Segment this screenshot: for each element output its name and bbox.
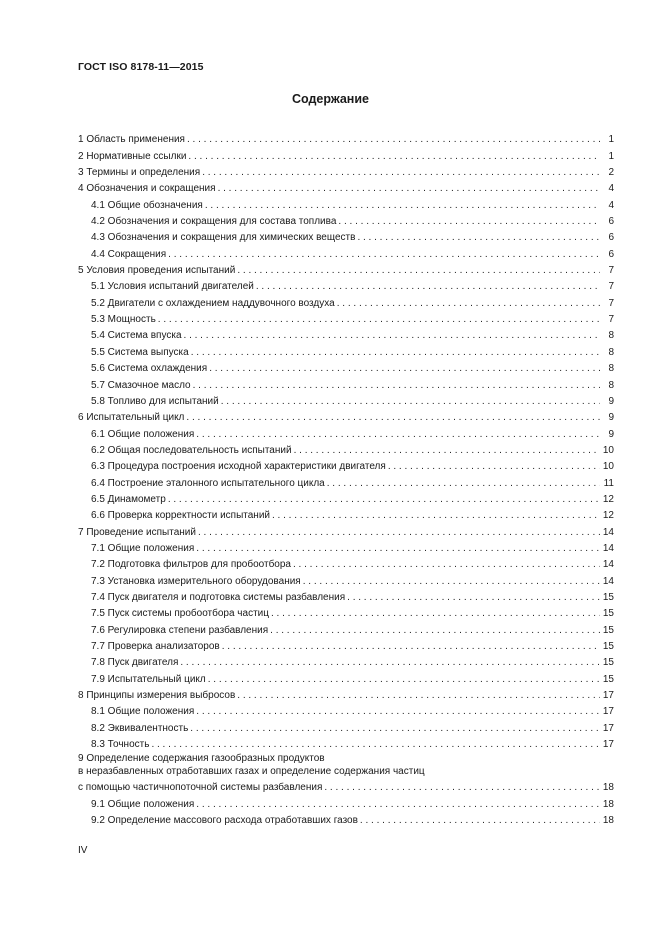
toc-subentry[interactable] [78,604,614,620]
toc-leader-dots [209,363,600,375]
page-number: IV [78,845,88,856]
toc-entry[interactable] [78,163,614,179]
toc-subentry[interactable] [78,441,614,457]
toc-leader-dots [222,641,600,653]
toc-entry-page: 15 [602,608,614,620]
toc-entry-page: 10 [602,461,614,473]
toc-entry-text: 4.4 Сокращения [91,248,167,260]
toc-leader-dots [180,657,600,669]
toc-entry-page: 18 [602,798,614,810]
toc-entry-line[interactable] [78,765,614,779]
toc-entry-page: 15 [602,624,614,636]
toc-leader-dots [208,674,600,686]
toc-leader-dots [256,281,600,293]
toc-leader-dots [360,815,600,827]
toc-subentry[interactable] [78,669,614,685]
toc-leader-dots [151,739,600,751]
toc-entry-page: 15 [602,591,614,603]
toc-entry[interactable] [78,686,614,702]
toc-subentry[interactable] [78,588,614,604]
toc-entry-text: 6.4 Построение эталонного испытательного цикла [91,477,325,489]
toc-entry[interactable] [78,179,614,195]
toc-subentry[interactable] [78,244,614,260]
toc-subentry[interactable] [78,794,614,810]
toc-entry-text: 5 Условия проведения испытаний [78,265,236,277]
toc-leader-dots [270,625,600,637]
toc-leader-dots [187,134,600,146]
toc-entry-page: 17 [602,706,614,718]
toc-subentry[interactable] [78,326,614,342]
toc-entry-text: 7.2 Подготовка фильтров для пробоотбора [91,559,291,571]
toc-leader-dots [168,249,600,261]
toc-leader-dots [196,706,600,718]
toc-entry-text: 4.1 Общие обозначения [91,199,203,211]
toc-entry-text: 5.7 Смазочное масло [91,379,191,391]
toc-entry-text: 4 Обозначения и сокращения [78,183,216,195]
toc-entry-page: 7 [608,281,614,293]
toc-leader-dots [190,723,600,735]
toc-leader-dots [196,543,600,555]
toc-entry-page: 4 [608,183,614,195]
toc-entry-text: 1 Область применения [78,134,185,146]
toc-entry-text: 8.2 Эквивалентность [91,722,189,734]
toc-entry-text: 2 Нормативные ссылки [78,150,187,162]
toc-subentry[interactable] [78,457,614,473]
toc-entry-text: 6.6 Проверка корректности испытаний [91,510,270,522]
toc-leader-dots [237,265,600,277]
toc-entry[interactable] [78,130,614,146]
toc-entry-page: 15 [602,641,614,652]
toc-subentry[interactable] [78,653,614,669]
toc-leader-dots [388,461,600,473]
toc-title: Содержание [291,92,369,106]
toc-leader-dots [202,167,600,179]
toc-entry[interactable] [78,146,614,162]
toc-entry-page: 8 [608,363,614,375]
toc-subentry[interactable] [78,702,614,718]
toc-entry-text: 8.3 Точность [91,739,150,751]
toc-entry-text: 7 Проведение испытаний [78,526,196,538]
toc-entry-text: 7.3 Установка измерительного оборудования [91,575,301,587]
toc-entry-text: 7.1 Общие положения [91,542,195,554]
toc-entry-text: 5.8 Топливо для испытаний [91,395,219,407]
toc-entry-page: 6 [608,248,614,260]
toc-subentry[interactable] [78,811,614,827]
toc-entry-page: 2 [608,167,614,179]
toc-subentry[interactable] [78,424,614,440]
toc-entry-text: 5.1 Условия испытаний двигателей [91,281,254,293]
toc-entry-page: 17 [602,739,614,751]
toc-entry-page: 6 [608,216,614,228]
toc-entry-page: 8 [608,330,614,342]
toc-leader-dots [196,799,600,811]
toc-entry-text: 5.4 Система впуска [91,330,182,342]
toc-entry-text: 6.1 Общие положения [91,428,195,440]
toc-entry-text: 7.6 Регулировка степени разбавления [91,624,269,636]
toc-entry-page: 8 [608,379,614,391]
toc-leader-dots [303,576,600,588]
toc-entry[interactable] [78,522,614,538]
toc-entry-page: 14 [602,526,614,538]
toc-entry-page: 1 [608,150,614,162]
toc-subentry[interactable] [78,228,614,244]
document-code: ГОСТ ISO 8178-11—2015 [78,61,204,73]
toc-entry-text: 5.5 Система выпуска [91,346,189,358]
toc-entry-page: 7 [608,297,614,309]
toc-leader-dots [272,510,600,522]
toc-leader-dots [357,232,600,244]
toc-entry-text: 6.5 Динамометр [91,493,166,505]
toc-subentry[interactable] [78,735,614,751]
toc-entry-page: 18 [602,815,614,827]
toc-entry-page: 11 [603,477,614,489]
toc-entry-text: 6.3 Процедура построения исходной характеристики двигателя [91,461,386,473]
toc-entry-page: 17 [602,722,614,734]
toc-subentry[interactable] [78,293,614,309]
toc-entry-text: 5.2 Двигатели с охлаждением наддувочного воздуха [91,297,335,309]
toc-subentry[interactable] [78,571,614,587]
toc-subentry[interactable] [78,620,614,636]
toc-leader-dots [337,298,600,310]
toc-entry-line[interactable] [78,778,614,794]
toc-leader-dots [293,559,600,571]
toc-leader-dots [327,478,600,490]
toc-entry-text: 7.8 Пуск двигателя [91,657,179,669]
toc-subentry[interactable] [78,310,614,326]
toc-entry[interactable] [78,261,614,277]
toc-entry-page: 8 [608,346,614,358]
table-of-contents [78,130,614,827]
toc-entry-text: 9 Определение содержания газообразных продуктов [78,752,325,764]
toc-leader-dots [191,347,600,359]
toc-subentry[interactable] [78,506,614,522]
toc-entry-page: 12 [602,493,614,505]
toc-leader-dots [218,183,600,195]
toc-entry-page: 6 [608,232,614,244]
toc-leader-dots [294,445,600,457]
toc-subentry[interactable] [78,490,614,506]
toc-leader-dots [237,690,600,702]
toc-leader-dots [158,314,600,326]
toc-entry-text: с помощью частичнопоточной системы разбавления [78,782,323,794]
toc-entry-page: 17 [602,690,614,702]
toc-leader-dots [168,494,600,506]
toc-subentry[interactable] [78,392,614,408]
toc-leader-dots [221,396,600,408]
toc-leader-dots [338,216,600,228]
toc-entry-page: 9 [608,412,614,424]
toc-subentry[interactable] [78,555,614,571]
toc-entry-page: 15 [602,673,614,685]
toc-entry-line[interactable] [78,751,614,765]
toc-entry-page: 14 [602,542,614,554]
toc-leader-dots [186,412,600,424]
toc-leader-dots [347,592,600,604]
toc-entry-text: 7.5 Пуск системы пробоотбора частиц [91,608,269,620]
toc-entry-page: 10 [602,444,614,456]
toc-entry-text: 9.1 Общие положения [91,798,195,810]
toc-entry-text: 8.1 Общие положения [91,706,195,718]
toc-entry-text: 7.7 Проверка анализаторов [91,641,220,652]
toc-entry-page: 7 [608,265,614,277]
toc-subentry[interactable] [78,212,614,228]
toc-leader-dots [184,330,600,342]
toc-subentry[interactable] [78,375,614,391]
toc-entry[interactable] [78,408,614,424]
toc-subentry[interactable] [78,539,614,555]
toc-entry-text: 7.4 Пуск двигателя и подготовка системы разбавления [91,591,346,603]
toc-entry-text: 5.6 Система охлаждения [91,363,208,375]
toc-entry-page: 14 [602,575,614,587]
toc-leader-dots [196,429,600,441]
toc-entry-page: 4 [608,199,614,211]
toc-entry-text: 4.3 Обозначения и сокращения для химических веществ [91,232,356,244]
toc-entry-text: 8 Принципы измерения выбросов [78,690,236,702]
toc-subentry[interactable] [78,637,614,653]
toc-entry-page: 14 [602,559,614,571]
toc-leader-dots [188,151,600,163]
toc-entry-text: 4.2 Обозначения и сокращения для состава топлива [91,216,337,228]
toc-leader-dots [193,380,600,392]
toc-entry-text: 6.2 Общая последовательность испытаний [91,444,292,456]
toc-subentry[interactable] [78,718,614,734]
toc-subentry[interactable] [78,277,614,293]
toc-subentry[interactable] [78,195,614,211]
toc-subentry[interactable] [78,342,614,358]
toc-entry-page: 7 [608,314,614,326]
toc-leader-dots [271,608,600,620]
toc-leader-dots [205,200,600,212]
toc-entry-text: 7.9 Испытательный цикл [91,673,206,685]
toc-entry-page: 12 [602,510,614,522]
toc-entry-text: 9.2 Определение массового расхода отработавших газов [91,815,358,827]
toc-entry-page: 15 [602,657,614,669]
toc-entry-text: 3 Термины и определения [78,167,201,179]
toc-subentry[interactable] [78,359,614,375]
toc-entry-text: в неразбавленных отработавших газах и определение содержания частиц [78,766,425,778]
toc-leader-dots [198,527,600,539]
toc-entry-page: 18 [602,782,614,794]
toc-entry-text: 6 Испытательный цикл [78,412,185,424]
toc-subentry[interactable] [78,473,614,489]
toc-entry-page: 9 [608,395,614,407]
toc-leader-dots [324,782,600,794]
toc-entry-text: 5.3 Мощность [91,314,156,326]
toc-entry-page: 9 [608,428,614,440]
toc-entry-page: 1 [608,134,614,146]
